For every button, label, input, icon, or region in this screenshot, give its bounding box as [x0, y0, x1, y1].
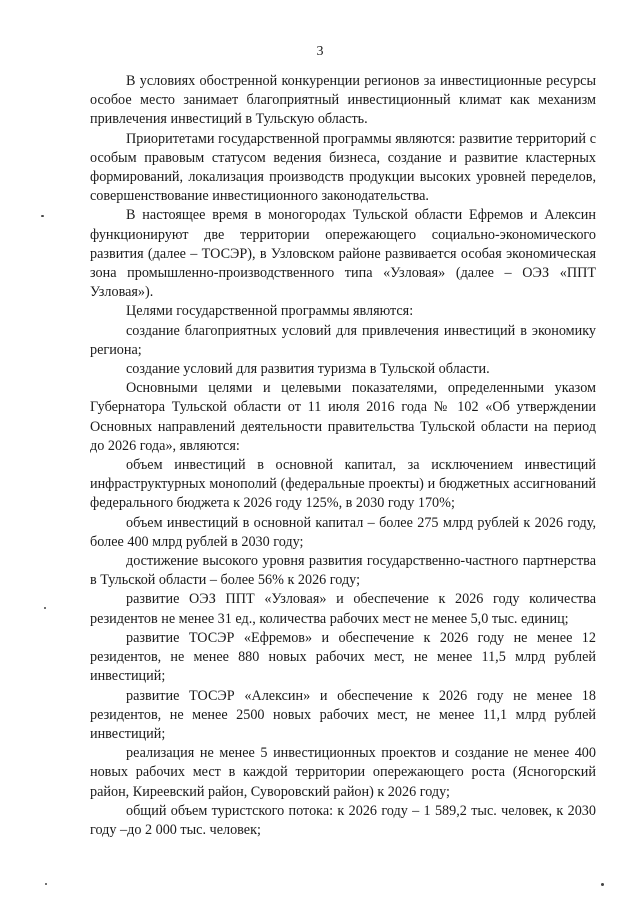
scan-speck — [601, 883, 604, 886]
paragraph: Приоритетами государственной программы являются: развитие территорий с особым правовым статусом ведения бизнеса, создание и развитие кластерных формирований, локализация производств продукции высоких уровней переделов, совершенствование инвестиционного законодательства. — [90, 130, 596, 205]
paragraph: создание условий для развития туризма в Тульской области. — [126, 361, 490, 378]
page-number: 3 — [316, 44, 324, 59]
paragraph: реализация не менее 5 инвестиционных проектов и создание не менее 400 новых рабочих мест в каждой территории опережающего роста (Ясногорский район, Киреевский район, Суворовский район) к 2026 году; — [90, 745, 596, 800]
paragraph: В настоящее время в моногородах Тульской области Ефремов и Алексин функционируют две территории опережающего социально-экономического развития (далее – ТОСЭР), в Узловском районе развивается особая экономическая зона промышленно-производственного типа «Узловая» (далее – ОЭЗ «ППТ Узловая»). — [90, 207, 596, 301]
document-body — [90, 72, 596, 840]
scan-speck — [41, 215, 44, 217]
paragraph: объем инвестиций в основной капитал – более 275 млрд рублей к 2026 году, более 400 млрд рублей в 2030 году; — [90, 514, 596, 550]
paragraph: создание благоприятных условий для привлечения инвестиций в экономику региона; — [90, 322, 596, 358]
paragraph: развитие ТОСЭР «Алексин» и обеспечение к 2026 году не менее 18 резидентов, не менее 2500 новых рабочих мест, не менее 11,1 млрд рублей инвестиций; — [90, 687, 596, 742]
paragraph: общий объем туристского потока: к 2026 году – 1 589,2 тыс. человек, к 2030 году –до 2 000 тыс. человек; — [90, 802, 596, 838]
paragraph: развитие ОЭЗ ППТ «Узловая» и обеспечение к 2026 году количества резидентов не менее 31 ед., количества рабочих мест не менее 5,0 тыс. единиц; — [90, 591, 596, 627]
paragraph: Целями государственной программы являются: — [126, 303, 414, 320]
scan-speck — [45, 883, 47, 885]
paragraph: развитие ТОСЭР «Ефремов» и обеспечение к 2026 году не менее 12 резидентов, не менее 880 новых рабочих мест, не менее 11,5 млрд рублей инвестиций; — [90, 629, 596, 685]
paragraph: достижение высокого уровня развития государственно-частного партнерства в Тульской области – более 56% к 2026 году; — [90, 553, 596, 589]
paragraph: В условиях обостренной конкуренции регионов за инвестиционные ресурсы особое место занимает благоприятный инвестиционный климат как механизм привлечения инвестиций в Тульскую область. — [90, 73, 596, 128]
paragraph: Основными целями и целевыми показателями, определенными указом Губернатора Тульской области от 11 июля 2016 года № 102 «Об утверждении Основных направлений деятельности правительства Тульской области на период до 2026 года», являются: — [90, 380, 596, 454]
paragraph: объем инвестиций в основной капитал, за исключением инвестиций инфраструктурных монополий (федеральные проекты) и бюджетных ассигнований федерального бюджета к 2026 году 125%, в 2030 году 170%; — [90, 457, 596, 512]
scan-speck — [44, 607, 46, 609]
